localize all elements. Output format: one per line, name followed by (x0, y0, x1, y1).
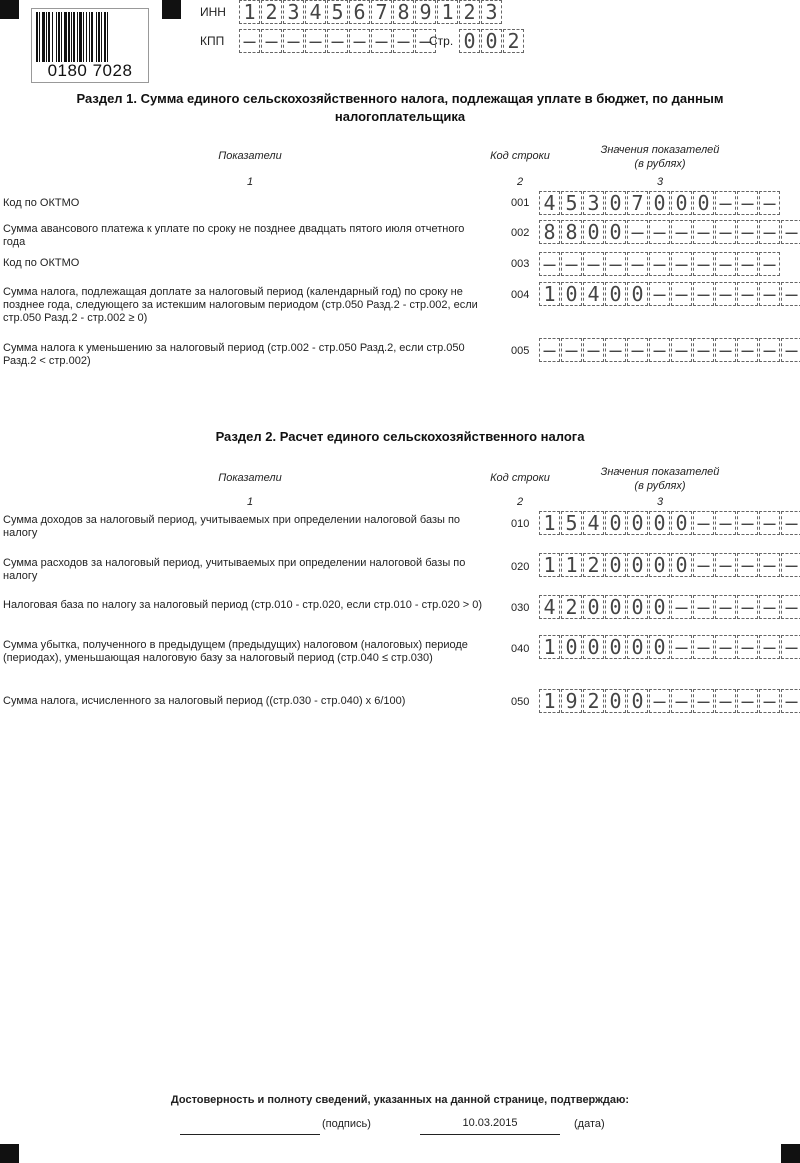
char-cell[interactable]: 2 (503, 29, 524, 53)
char-cell[interactable]: – (583, 252, 604, 276)
char-cell[interactable]: – (671, 689, 692, 713)
signature-line[interactable] (180, 1134, 320, 1135)
char-cell[interactable]: – (715, 689, 736, 713)
char-cell[interactable]: – (539, 338, 560, 362)
row-040-label: Сумма убытка, полученного в предыдущем (предыдущих) налоговом (налоговых) периоде (периодах), уменьшающая налоговую базу за налоговый период (стр.040 ≤ стр.030) (3, 639, 468, 664)
char-cell[interactable]: – (561, 252, 582, 276)
char-cell[interactable]: – (671, 595, 692, 619)
char-cell[interactable]: 1 (239, 0, 260, 24)
section1-title: Раздел 1. Сумма единого сельскохозяйственного налога, подлежащая уплате в бюджет, по данным налогоплательщика (76, 91, 724, 124)
row-005-code: 005 (511, 345, 530, 357)
row-050-code: 050 (511, 696, 530, 708)
char-cell[interactable]: – (693, 282, 714, 306)
row-004-cells[interactable] (539, 282, 800, 306)
kpp-label: КПП (200, 34, 225, 48)
char-cell[interactable]: – (759, 635, 780, 659)
barcode-bar (108, 12, 111, 62)
char-cell[interactable]: – (715, 511, 736, 535)
barcode-bars (36, 12, 144, 62)
char-cell[interactable]: 3 (481, 0, 502, 24)
char-cell[interactable]: – (759, 595, 780, 619)
char-cell[interactable]: 1 (539, 511, 560, 535)
char-cell[interactable]: 5 (327, 0, 348, 24)
char-cell[interactable]: 2 (261, 0, 282, 24)
char-cell[interactable]: – (393, 29, 414, 53)
row-004-code: 004 (511, 289, 530, 301)
char-cell[interactable]: – (627, 252, 648, 276)
barcode (31, 8, 149, 83)
char-cell[interactable]: – (627, 338, 648, 362)
char-cell[interactable]: 0 (561, 635, 582, 659)
kpp-cells[interactable] (239, 29, 437, 53)
section2-col-code: Код строки (490, 472, 550, 484)
row-001-cells[interactable] (539, 191, 781, 215)
row-010-cells[interactable] (539, 511, 800, 535)
char-cell[interactable]: 7 (627, 191, 648, 215)
row-040-cells[interactable] (539, 635, 800, 659)
char-cell[interactable]: – (781, 220, 800, 244)
char-cell[interactable]: 1 (539, 282, 560, 306)
char-cell[interactable]: 0 (693, 191, 714, 215)
char-cell[interactable]: 0 (605, 191, 626, 215)
char-cell[interactable]: 0 (649, 595, 670, 619)
barcode-number: 0180 7028 (47, 61, 133, 80)
char-cell[interactable]: – (693, 252, 714, 276)
char-cell[interactable]: – (305, 29, 326, 53)
char-cell[interactable]: 0 (561, 282, 582, 306)
char-cell[interactable]: – (239, 29, 260, 53)
char-cell[interactable]: 0 (459, 29, 480, 53)
char-cell[interactable]: – (759, 252, 780, 276)
row-050-label: Сумма налога, исчисленного за налоговый период ((стр.030 - стр.040) x 6/100) (3, 695, 406, 707)
char-cell[interactable]: – (671, 220, 692, 244)
char-cell[interactable]: – (671, 338, 692, 362)
char-cell[interactable]: – (371, 29, 392, 53)
char-cell[interactable]: – (737, 252, 758, 276)
row-004-label: Сумма налога, подлежащая доплате за налоговый период (календарный год) по сроку не позднее года, следующего за истекшим налоговым периодом (стр.050 Разд.2 - стр.002, если стр.050 Разд.2 - стр.002 ≥ 0) (3, 286, 478, 324)
char-cell[interactable]: 4 (539, 191, 560, 215)
char-cell[interactable]: 7 (371, 0, 392, 24)
char-cell[interactable]: – (583, 338, 604, 362)
char-cell[interactable]: – (759, 220, 780, 244)
row-010-label: Сумма доходов за налоговый период, учитываемых при определении налоговой базы по налогу (3, 514, 461, 539)
char-cell[interactable]: 0 (605, 553, 626, 577)
section1-colnum-3: 3 (656, 176, 664, 188)
char-cell[interactable]: 4 (583, 511, 604, 535)
char-cell[interactable]: 0 (481, 29, 502, 53)
char-cell[interactable]: – (737, 511, 758, 535)
section2-col-values: Значения показателей (в рублях) (600, 466, 720, 492)
char-cell[interactable]: – (759, 338, 780, 362)
char-cell[interactable]: – (715, 553, 736, 577)
char-cell[interactable]: – (671, 252, 692, 276)
char-cell[interactable]: 2 (583, 689, 604, 713)
char-cell[interactable]: – (649, 252, 670, 276)
char-cell[interactable]: – (649, 282, 670, 306)
char-cell[interactable]: – (715, 220, 736, 244)
section1-col-values: Значения показателей (в рублях) (600, 144, 720, 170)
char-cell[interactable]: – (627, 220, 648, 244)
char-cell[interactable]: – (693, 689, 714, 713)
char-cell[interactable]: 0 (671, 191, 692, 215)
char-cell[interactable]: – (781, 511, 800, 535)
char-cell[interactable]: 0 (649, 553, 670, 577)
char-cell[interactable]: 0 (605, 220, 626, 244)
confirmation-text: Достоверность и полноту сведений, указанных на данной странице, подтверждаю: (170, 1094, 630, 1106)
char-cell[interactable]: – (283, 29, 304, 53)
char-cell[interactable]: – (693, 635, 714, 659)
char-cell[interactable]: 0 (605, 595, 626, 619)
char-cell[interactable]: – (737, 635, 758, 659)
char-cell[interactable]: – (781, 635, 800, 659)
date-line (420, 1134, 560, 1135)
char-cell[interactable]: 4 (539, 595, 560, 619)
char-cell[interactable]: 0 (583, 220, 604, 244)
section2-colnum-3: 3 (656, 496, 664, 508)
char-cell[interactable]: 0 (627, 553, 648, 577)
char-cell[interactable]: – (693, 220, 714, 244)
char-cell[interactable]: – (693, 595, 714, 619)
row-001-label: Код по ОКТМО (3, 197, 80, 209)
char-cell[interactable]: 1 (539, 635, 560, 659)
char-cell[interactable]: – (781, 282, 800, 306)
char-cell[interactable]: 2 (459, 0, 480, 24)
inn-label: ИНН (200, 5, 226, 19)
char-cell[interactable]: – (261, 29, 282, 53)
char-cell[interactable]: – (759, 689, 780, 713)
char-cell[interactable]: – (781, 689, 800, 713)
date-label: (дата) (574, 1118, 605, 1130)
char-cell[interactable]: – (737, 191, 758, 215)
section2-col-indicators: Показатели (218, 472, 282, 484)
char-cell[interactable]: 0 (649, 635, 670, 659)
char-cell[interactable]: – (737, 338, 758, 362)
section1-colnum-2: 2 (516, 176, 524, 188)
char-cell[interactable]: – (759, 282, 780, 306)
corner-marker-top-left (0, 0, 19, 19)
char-cell[interactable]: – (759, 191, 780, 215)
char-cell[interactable]: 0 (605, 511, 626, 535)
char-cell[interactable]: 1 (437, 0, 458, 24)
char-cell[interactable]: – (539, 252, 560, 276)
char-cell[interactable]: 2 (561, 595, 582, 619)
char-cell[interactable]: 0 (583, 595, 604, 619)
char-cell[interactable]: 0 (627, 689, 648, 713)
char-cell[interactable]: – (715, 191, 736, 215)
row-050-cells[interactable] (539, 689, 800, 713)
char-cell[interactable]: – (415, 29, 436, 53)
char-cell[interactable]: 0 (627, 511, 648, 535)
char-cell[interactable]: – (671, 635, 692, 659)
section1-col-indicators: Показатели (218, 150, 282, 162)
char-cell[interactable]: 0 (605, 282, 626, 306)
row-005-label: Сумма налога к уменьшению за налоговый период (стр.002 - стр.050 Разд.2, если стр.050 Разд.2 < стр.002) (3, 342, 465, 367)
char-cell[interactable]: 1 (539, 689, 560, 713)
char-cell[interactable]: 0 (649, 511, 670, 535)
char-cell[interactable]: – (649, 220, 670, 244)
char-cell[interactable]: – (715, 282, 736, 306)
char-cell[interactable]: – (649, 338, 670, 362)
char-cell[interactable]: 1 (561, 553, 582, 577)
char-cell[interactable]: 8 (539, 220, 560, 244)
row-030-cells[interactable] (539, 595, 800, 619)
char-cell[interactable]: 0 (671, 553, 692, 577)
char-cell[interactable]: – (649, 689, 670, 713)
corner-marker-bottom-right (781, 1144, 800, 1163)
char-cell[interactable]: 5 (561, 191, 582, 215)
row-040-code: 040 (511, 643, 530, 655)
char-cell[interactable]: 8 (393, 0, 414, 24)
char-cell[interactable]: 6 (349, 0, 370, 24)
section1-col-code: Код строки (490, 150, 550, 162)
row-030-label: Налоговая база по налогу за налоговый период (стр.010 - стр.020, если стр.010 - стр.020 > 0) (3, 599, 483, 611)
char-cell[interactable]: 0 (627, 282, 648, 306)
char-cell[interactable]: 0 (583, 635, 604, 659)
char-cell[interactable]: 3 (283, 0, 304, 24)
section2-title: Раздел 2. Расчет единого сельскохозяйственного налога (215, 429, 585, 444)
row-003-label: Код по ОКТМО (3, 257, 80, 269)
char-cell[interactable]: 4 (583, 282, 604, 306)
row-030-code: 030 (511, 602, 530, 614)
section2-colnum-2: 2 (516, 496, 524, 508)
row-003-cells[interactable] (539, 252, 781, 276)
char-cell[interactable]: 0 (605, 689, 626, 713)
char-cell[interactable]: – (605, 252, 626, 276)
inn-cells[interactable] (239, 0, 503, 24)
row-002-code: 002 (511, 227, 530, 239)
corner-marker-bottom-left (0, 1144, 19, 1163)
char-cell[interactable]: 5 (561, 511, 582, 535)
char-cell[interactable]: 8 (561, 220, 582, 244)
char-cell[interactable]: 0 (649, 191, 670, 215)
char-cell[interactable]: 0 (627, 635, 648, 659)
char-cell[interactable]: 9 (415, 0, 436, 24)
section2-colnum-1: 1 (246, 496, 254, 508)
char-cell[interactable]: 4 (305, 0, 326, 24)
char-cell[interactable]: – (737, 595, 758, 619)
row-010-code: 010 (511, 518, 530, 530)
char-cell[interactable]: – (737, 282, 758, 306)
char-cell[interactable]: – (671, 282, 692, 306)
row-020-code: 020 (511, 561, 530, 573)
char-cell[interactable]: 9 (561, 689, 582, 713)
char-cell[interactable]: 0 (605, 635, 626, 659)
char-cell[interactable]: – (781, 553, 800, 577)
page-number-cells[interactable] (459, 29, 525, 53)
row-005-cells[interactable] (539, 338, 800, 362)
char-cell[interactable]: – (715, 338, 736, 362)
char-cell[interactable]: – (737, 553, 758, 577)
char-cell[interactable]: – (693, 338, 714, 362)
row-002-label: Сумма авансового платежа к уплате по сроку не позднее двадцать пятого июля отчетного года (3, 223, 465, 248)
char-cell[interactable]: – (715, 635, 736, 659)
row-020-label: Сумма расходов за налоговый период, учитываемых при определении налоговой базы по налогу (3, 557, 466, 582)
row-003-code: 003 (511, 258, 530, 270)
char-cell[interactable]: – (693, 553, 714, 577)
char-cell[interactable]: – (327, 29, 348, 53)
char-cell[interactable]: – (781, 338, 800, 362)
char-cell[interactable]: – (605, 338, 626, 362)
char-cell[interactable]: – (737, 220, 758, 244)
char-cell[interactable]: – (715, 595, 736, 619)
char-cell[interactable]: – (759, 511, 780, 535)
char-cell[interactable]: 0 (627, 595, 648, 619)
page-label: Стр. (429, 34, 454, 48)
char-cell[interactable]: – (693, 511, 714, 535)
date-value[interactable]: 10.03.2015 (462, 1117, 518, 1129)
row-001-code: 001 (511, 197, 530, 209)
char-cell[interactable]: – (561, 338, 582, 362)
char-cell[interactable]: 3 (583, 191, 604, 215)
corner-marker-top-center (162, 0, 181, 19)
section1-colnum-1: 1 (246, 176, 254, 188)
char-cell[interactable]: 1 (539, 553, 560, 577)
signature-label: (подпись) (322, 1118, 371, 1130)
char-cell[interactable]: 0 (671, 511, 692, 535)
char-cell[interactable]: 2 (583, 553, 604, 577)
row-002-cells[interactable] (539, 220, 800, 244)
char-cell[interactable]: – (737, 689, 758, 713)
row-020-cells[interactable] (539, 553, 800, 577)
char-cell[interactable]: – (715, 252, 736, 276)
char-cell[interactable]: – (759, 553, 780, 577)
char-cell[interactable]: – (781, 595, 800, 619)
char-cell[interactable]: – (349, 29, 370, 53)
